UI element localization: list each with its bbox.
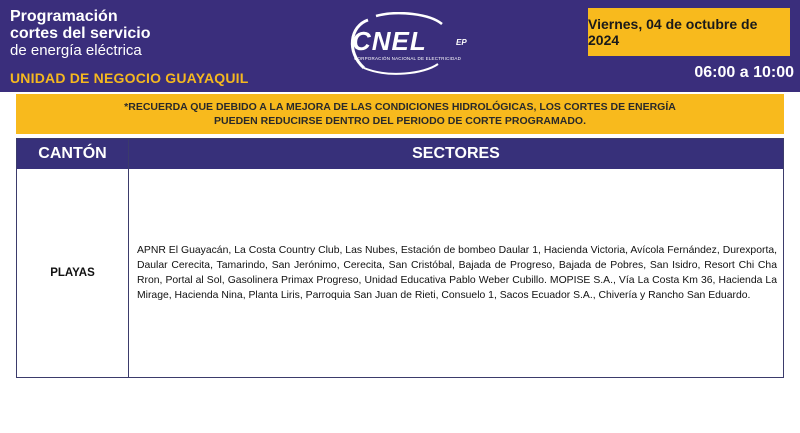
title-line-3: de energía eléctrica [10,42,142,59]
time-range: 06:00 a 10:00 [694,64,794,81]
schedule-table [16,138,784,378]
cnel-logo [338,12,488,78]
date-badge [588,8,790,56]
title-line-2: cortes del servicio [10,25,151,42]
table-row-sectores [137,169,777,377]
date-text: Viernes, 04 de octubre de 2024 [588,16,758,48]
logo-wordmark: CNEL [352,26,427,56]
table-header [17,139,783,169]
notice-line-2: PUEDEN REDUCIRSE DENTRO DEL PERIODO DE CORTE PROGRAMADO. [213,115,586,127]
logo-subtitle: CORPORACIÓN NACIONAL DE ELECTRICIDAD [354,56,462,61]
business-unit-label: UNIDAD DE NEGOCIO GUAYAQUIL [10,70,249,86]
canton-cell: PLAYAS [50,267,95,279]
column-divider [128,139,129,377]
page-title [10,8,151,59]
notice-banner [16,94,784,134]
sectores-cell: APNR El Guayacán, La Costa Country Club, Las Nubes, Estación de bombeo Daular 1, Hacienda Victoria, Avícola Fernández, Durexporta, Daular Cerecita, Tamarindo, San Jerónimo, Cerecita, San Cristóbal, Bajada de Progreso, Bajada de Pobres, San Isidro, Resort Chi Cha Rron, Portal al Sol, Gasolinera Primax Progreso, Unidad Educativa Pablo Weber Cubillo. MOPISE S.A., Vía La Costa Km 36, Hacienda La Mirage, Hacienda Nina, Planta Liris, Parroquia San Juan de Rieti, Consuelo 1, Sacos Ecuador S.A., Chivería y Rancho San Eduardo. [137,245,777,301]
logo-suffix: EP [456,38,467,47]
header-banner [0,0,800,92]
table-row-canton [17,169,128,377]
title-line-1: Programación [10,8,118,25]
notice-line-1: *RECUERDA QUE DEBIDO A LA MEJORA DE LAS CONDICIONES HIDROLÓGICAS, LOS CORTES DE ENERGÍA [124,101,676,113]
column-header-canton: CANTÓN [38,145,107,162]
column-header-sectores: SECTORES [412,145,500,162]
